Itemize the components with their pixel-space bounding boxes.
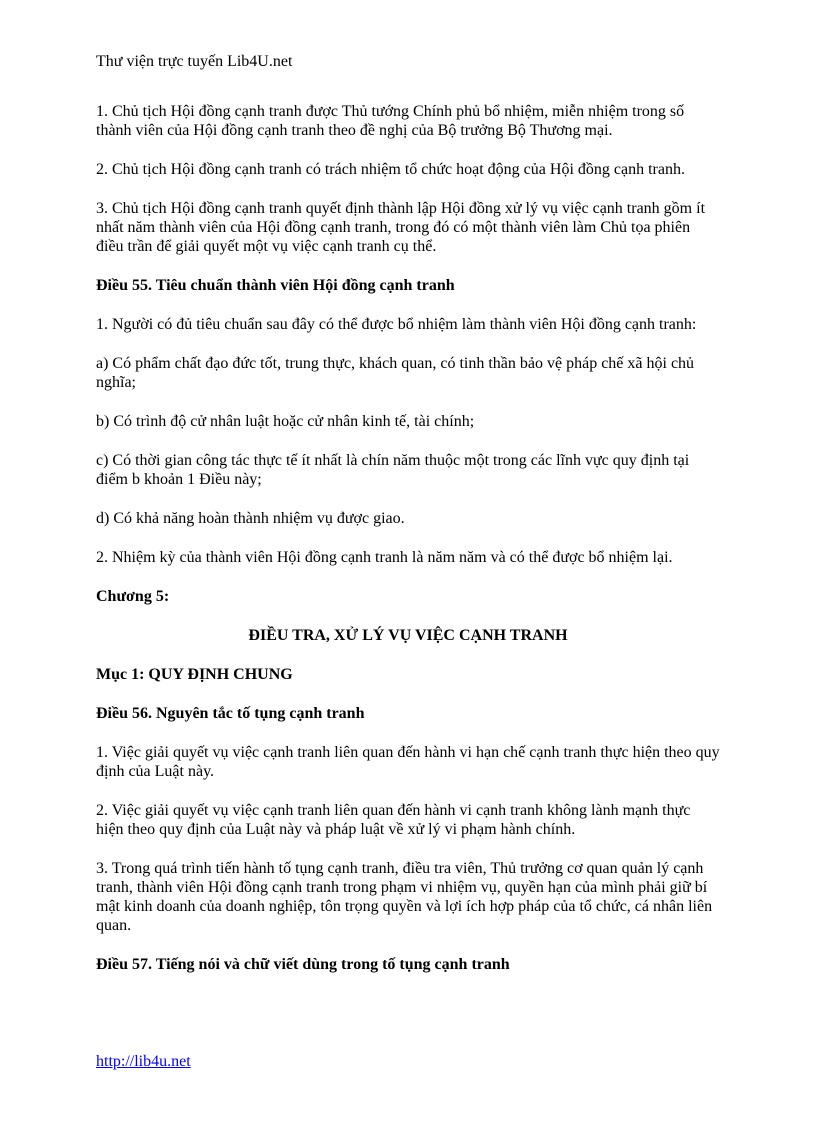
paragraph-10: 1. Việc giải quyết vụ việc cạnh tranh liên quan đến hành vi hạn chế cạnh tranh thực hiện theo quy định của Luật này.	[96, 744, 720, 780]
paragraph-9: 2. Nhiệm kỳ của thành viên Hội đồng cạnh tranh là năm năm và có thể được bổ nhiệm lại.	[96, 549, 673, 566]
paragraph-4: 1. Người có đủ tiêu chuẩn sau đây có thể được bổ nhiệm làm thành viên Hội đồng cạnh tranh:	[96, 316, 697, 333]
paragraph-3: 3. Chủ tịch Hội đồng cạnh tranh quyết định thành lập Hội đồng xử lý vụ việc cạnh tranh gồm ít nhất năm thành viên của Hội đồng cạnh tranh, trong đó có một thành viên làm Chủ tọa phiên điều trần để giải quyết một vụ việc cạnh tranh cụ thể.	[96, 200, 706, 255]
article-55-heading: Điều 55. Tiêu chuẩn thành viên Hội đồng cạnh tranh	[96, 277, 455, 294]
paragraph-11: 2. Việc giải quyết vụ việc cạnh tranh liên quan đến hành vi cạnh tranh không lành mạnh thực hiện theo quy định của Luật này và pháp luật về xử lý vi phạm hành chính.	[96, 802, 691, 838]
paragraph-1: 1. Chủ tịch Hội đồng cạnh tranh được Thủ tướng Chính phủ bổ nhiệm, miễn nhiệm trong số thành viên của Hội đồng cạnh tranh theo đề nghị của Bộ trưởng Bộ Thương mại.	[96, 103, 685, 139]
paragraph-8: d) Có khả năng hoàn thành nhiệm vụ được giao.	[96, 510, 405, 527]
article-56-heading: Điều 56. Nguyên tắc tố tụng cạnh tranh	[96, 705, 365, 722]
chapter-title: ĐIỀU TRA, XỬ LÝ VỤ VIỆC CẠNH TRANH	[248, 627, 568, 644]
section-heading: Mục 1: QUY ĐỊNH CHUNG	[96, 666, 293, 683]
paragraph-12: 3. Trong quá trình tiến hành tố tụng cạnh tranh, điều tra viên, Thủ trưởng cơ quan quản lý cạnh tranh, thành viên Hội đồng cạnh tranh trong phạm vi nhiệm vụ, quyền hạn của mình phải giữ bí mật kinh doanh của doanh nghiệp, tôn trọng quyền và lợi ích hợp pháp của tổ chức, cá nhân liên quan.	[96, 860, 713, 934]
page-footer	[96, 1052, 191, 1071]
paragraph-5: a) Có phẩm chất đạo đức tốt, trung thực, khách quan, có tinh thần bảo vệ pháp chế xã hội chủ nghĩa;	[96, 355, 695, 391]
footer-link[interactable]: http://lib4u.net	[96, 1053, 191, 1070]
paragraph-6: b) Có trình độ cử nhân luật hoặc cử nhân kinh tế, tài chính;	[96, 413, 475, 430]
document-body	[96, 102, 720, 994]
article-57-heading: Điều 57. Tiếng nói và chữ viết dùng trong tố tụng cạnh tranh	[96, 956, 510, 973]
paragraph-2: 2. Chủ tịch Hội đồng cạnh tranh có trách nhiệm tổ chức hoạt động của Hội đồng cạnh tranh.	[96, 161, 685, 178]
page-header: Thư viện trực tuyến Lib4U.net	[96, 53, 293, 70]
chapter-heading: Chương 5:	[96, 588, 170, 605]
paragraph-7: c) Có thời gian công tác thực tế ít nhất là chín năm thuộc một trong các lĩnh vực quy định tại điểm b khoản 1 Điều này;	[96, 452, 690, 488]
